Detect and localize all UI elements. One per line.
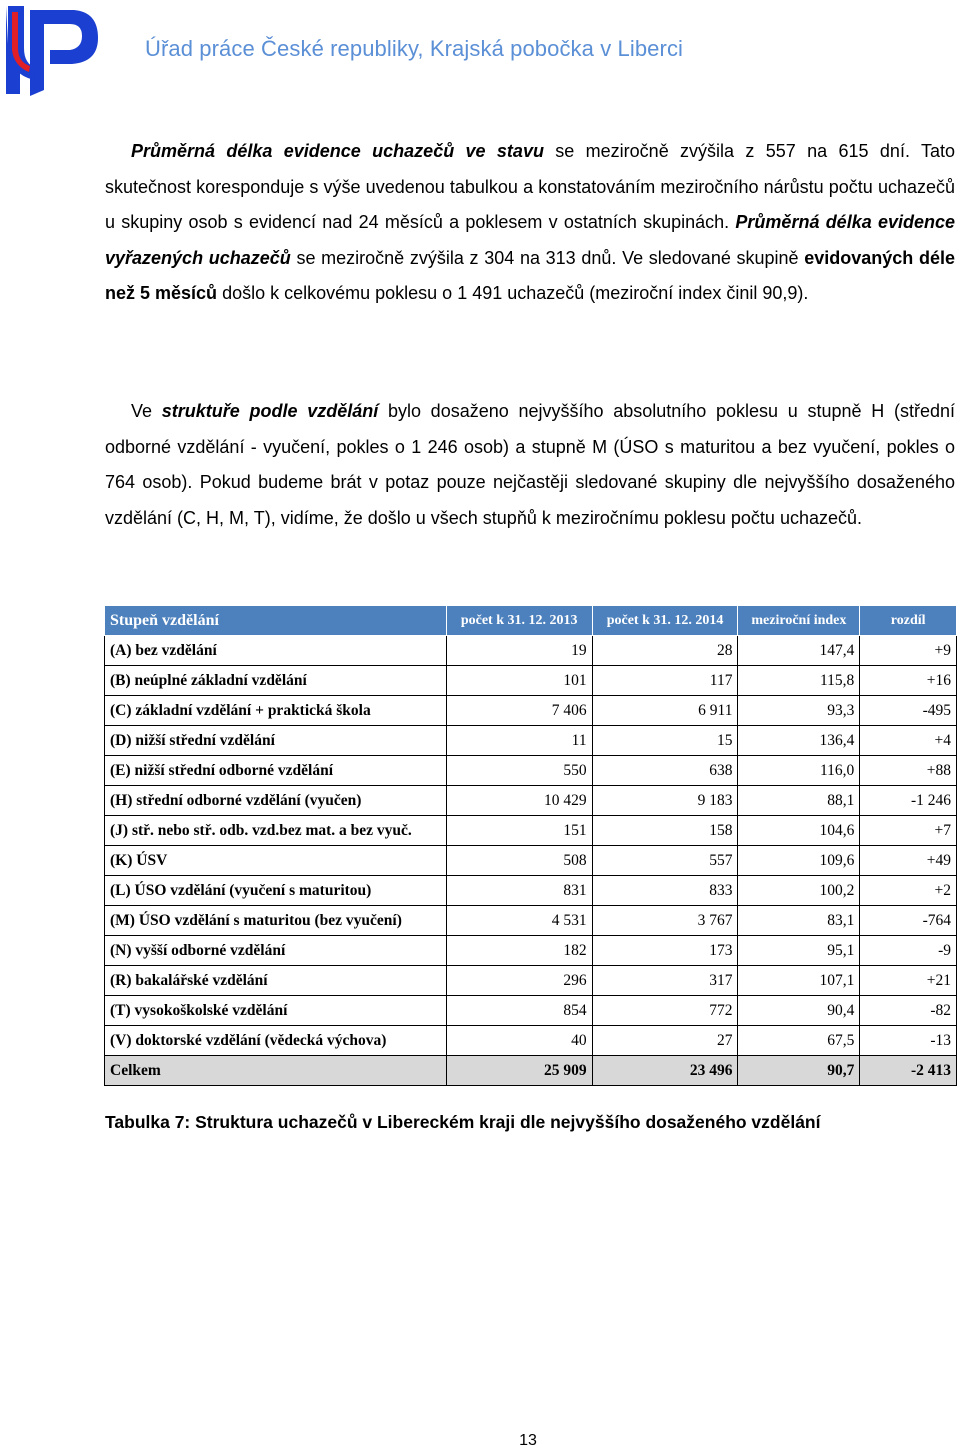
cell-2014: 158: [592, 816, 738, 846]
cell-diff: -82: [860, 996, 957, 1026]
cell-diff: +4: [860, 726, 957, 756]
cell-index: 109,6: [738, 846, 860, 876]
cell-2014: 3 767: [592, 906, 738, 936]
cell-level: (H) střední odborné vzdělání (vyučen): [105, 786, 447, 816]
cell-index: 115,8: [738, 666, 860, 696]
cell-diff: -9: [860, 936, 957, 966]
education-table: [104, 605, 957, 1086]
cell-index: 93,3: [738, 696, 860, 726]
cell-index: 95,1: [738, 936, 860, 966]
cell-2013: 182: [446, 936, 592, 966]
cell-diff: +21: [860, 966, 957, 996]
paragraph-2: [105, 394, 955, 536]
cell-level: (E) nižší střední odborné vzdělání: [105, 756, 447, 786]
cell-index: 100,2: [738, 876, 860, 906]
cell-level: Celkem: [105, 1056, 447, 1086]
table-row: [105, 816, 957, 846]
cell-2014: 772: [592, 996, 738, 1026]
cell-diff: +2: [860, 876, 957, 906]
p1-bold-italic-2: Průměrná délka evidence vyřazených uchazečů: [105, 212, 956, 268]
cell-2013: 19: [446, 636, 592, 666]
cell-2013: 11: [446, 726, 592, 756]
table-row: [105, 1026, 957, 1056]
cell-2013: 151: [446, 816, 592, 846]
table-row: [105, 876, 957, 906]
table-row: [105, 696, 957, 726]
cell-diff: -13: [860, 1026, 957, 1056]
table-row: [105, 786, 957, 816]
cell-2013: 550: [446, 756, 592, 786]
cell-diff: +9: [860, 636, 957, 666]
cell-2014: 6 911: [592, 696, 738, 726]
cell-2013: 296: [446, 966, 592, 996]
cell-2014: 28: [592, 636, 738, 666]
p2-bold-italic-1: struktuře podle vzdělání: [161, 401, 379, 421]
p2-text-1: Ve: [131, 401, 162, 421]
table-total-row: [105, 1056, 957, 1086]
cell-diff: -2 413: [860, 1056, 957, 1086]
col-header-index: meziroční index: [738, 606, 860, 636]
cell-index: 90,7: [738, 1056, 860, 1086]
cell-level: (B) neúplné základní vzdělání: [105, 666, 447, 696]
cell-diff: +16: [860, 666, 957, 696]
cell-2013: 40: [446, 1026, 592, 1056]
col-header-level: Stupeň vzdělání: [105, 606, 447, 636]
header-title: Úřad práce České republiky, Krajská pobočka v Liberci: [145, 36, 684, 61]
p1-text-1: se meziročně zvýšila z 557 na 615 dní. Tato skutečnost koresponduje s výše uvedenou tabulkou a konstatováním meziročního nárůstu počtu uchazečů u skupiny osob s evidencí nad 24 měsíců a poklesem v ostatních skupinách.: [105, 141, 955, 232]
cell-level: (C) základní vzdělání + praktická škola: [105, 696, 447, 726]
cell-level: (A) bez vzdělání: [105, 636, 447, 666]
cell-2013: 10 429: [446, 786, 592, 816]
cell-2014: 557: [592, 846, 738, 876]
cell-diff: +49: [860, 846, 957, 876]
col-header-2013: počet k 31. 12. 2013: [446, 606, 592, 636]
cell-index: 88,1: [738, 786, 860, 816]
p2-text-2: bylo dosaženo nejvyššího absolutního poklesu u stupně H (střední odborné vzdělání - vyučení, pokles o 1 246 osob) a stupně M (ÚSO s maturitou a bez vyučení, pokles o 764 osob). Pokud budeme brát v potaz pouze nejčastěji sledované skupiny dle nejvyššího dosaženého vzdělání (C, H, M, T), vidíme, že došlo u všech stupňů k meziročnímu poklesu počtu uchazečů.: [105, 401, 955, 528]
table-row: [105, 726, 957, 756]
p1-text-3: došlo k celkovému poklesu o 1 491 uchazečů (meziroční index činil 90,9).: [217, 283, 809, 303]
cell-diff: +7: [860, 816, 957, 846]
cell-level: (R) bakalářské vzdělání: [105, 966, 447, 996]
cell-index: 90,4: [738, 996, 860, 1026]
p1-bold-1: evidovaných déle než 5 měsíců: [105, 247, 955, 303]
cell-2013: 854: [446, 996, 592, 1026]
cell-2014: 23 496: [592, 1056, 738, 1086]
table-row: [105, 906, 957, 936]
cell-2014: 317: [592, 966, 738, 996]
cell-diff: -1 246: [860, 786, 957, 816]
cell-2013: 4 531: [446, 906, 592, 936]
up-logo: [4, 4, 100, 98]
table-row: [105, 666, 957, 696]
cell-index: 116,0: [738, 756, 860, 786]
table-row: [105, 966, 957, 996]
cell-index: 147,4: [738, 636, 860, 666]
cell-2014: 15: [592, 726, 738, 756]
paragraph-1: [105, 134, 955, 312]
cell-level: (V) doktorské vzdělání (vědecká výchova): [105, 1026, 447, 1056]
cell-2013: 7 406: [446, 696, 592, 726]
col-header-diff: rozdíl: [860, 606, 957, 636]
p1-bold-italic-1: Průměrná délka evidence uchazečů ve stavu: [131, 141, 544, 161]
cell-2014: 833: [592, 876, 738, 906]
p1-text-2: se meziročně zvýšila z 304 na 313 dnů. Ve sledované skupině: [290, 247, 805, 268]
cell-level: (L) ÚSO vzdělání (vyučení s maturitou): [105, 876, 447, 906]
cell-diff: -495: [860, 696, 957, 726]
cell-2013: 508: [446, 846, 592, 876]
cell-2013: 831: [446, 876, 592, 906]
cell-2014: 9 183: [592, 786, 738, 816]
table-row: [105, 756, 957, 786]
cell-index: 104,6: [738, 816, 860, 846]
cell-index: 107,1: [738, 966, 860, 996]
cell-level: (D) nižší střední vzdělání: [105, 726, 447, 756]
cell-2014: 173: [592, 936, 738, 966]
cell-index: 136,4: [738, 726, 860, 756]
cell-2014: 117: [592, 666, 738, 696]
table-row: [105, 996, 957, 1026]
table-row: [105, 936, 957, 966]
table-header-row: [105, 606, 957, 636]
cell-diff: +88: [860, 756, 957, 786]
cell-index: 67,5: [738, 1026, 860, 1056]
cell-index: 83,1: [738, 906, 860, 936]
cell-level: (T) vysokoškolské vzdělání: [105, 996, 447, 1026]
cell-level: (M) ÚSO vzdělání s maturitou (bez vyučení): [105, 906, 447, 936]
cell-2014: 27: [592, 1026, 738, 1056]
cell-2014: 638: [592, 756, 738, 786]
page-number: 13: [519, 1432, 537, 1449]
cell-level: (N) vyšší odborné vzdělání: [105, 936, 447, 966]
cell-level: (K) ÚSV: [105, 846, 447, 876]
cell-diff: -764: [860, 906, 957, 936]
col-header-2014: počet k 31. 12. 2014: [592, 606, 738, 636]
table-row: [105, 636, 957, 666]
cell-level: (J) stř. nebo stř. odb. vzd.bez mat. a bez vyuč.: [105, 816, 447, 846]
table-caption: Tabulka 7: Struktura uchazečů v Libereckém kraji dle nejvyššího dosaženého vzdělání: [105, 1112, 821, 1132]
table-row: [105, 846, 957, 876]
cell-2013: 25 909: [446, 1056, 592, 1086]
cell-2013: 101: [446, 666, 592, 696]
